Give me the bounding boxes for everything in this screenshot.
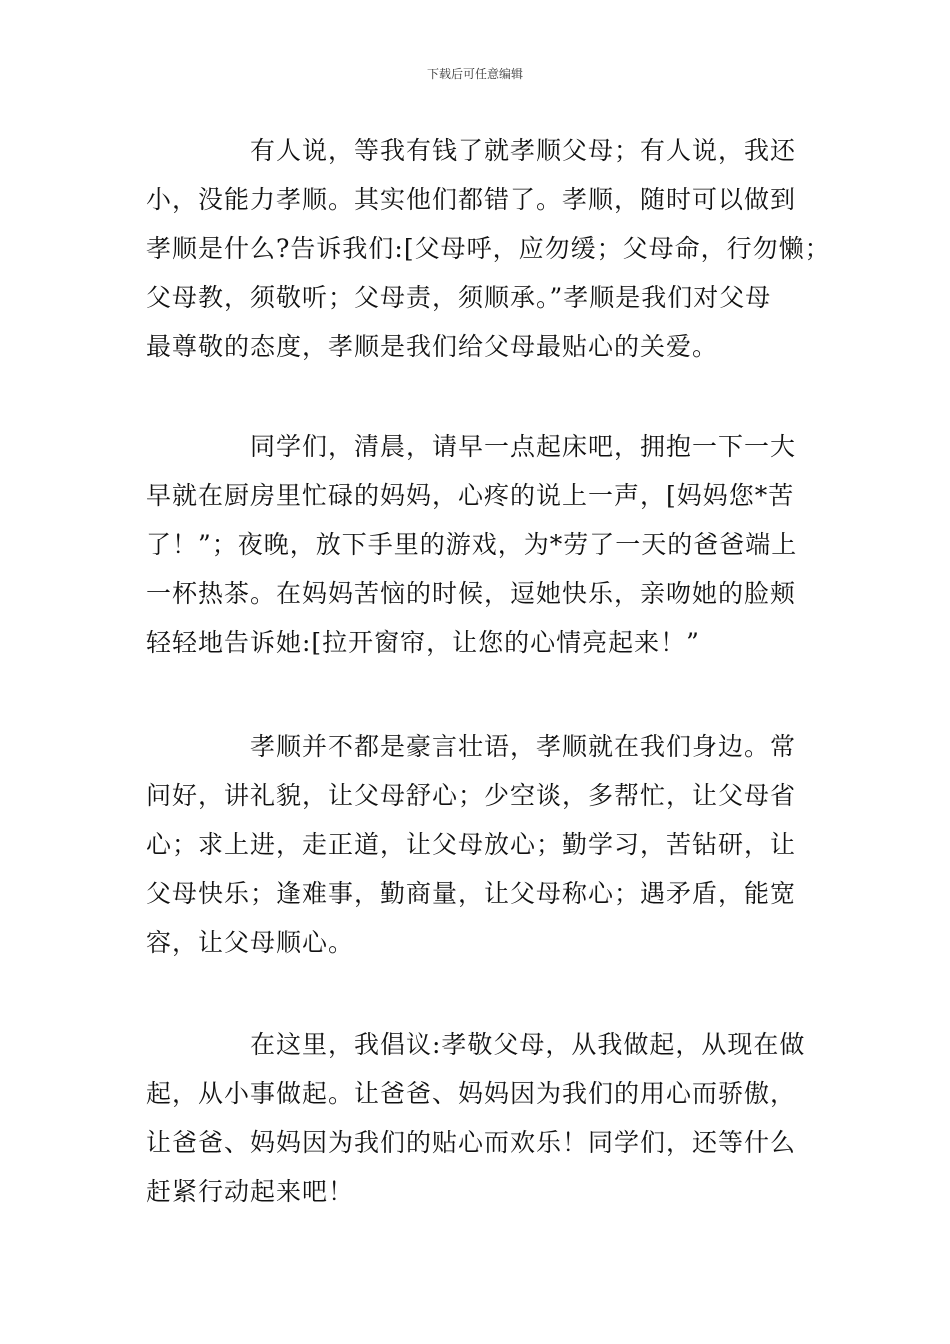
paragraph-line: 孝顺是什么?告诉我们:[父母呼，应勿缓；父母命，行勿懒； bbox=[146, 234, 831, 263]
paragraph-line: 赶紧行动起来吧！ bbox=[146, 1177, 355, 1206]
paragraph-line: 轻轻地告诉她:[拉开窗帘，让您的心情亮起来！” bbox=[146, 628, 700, 657]
paragraph-line: 父母教，须敬听；父母责，须顺承。”孝顺是我们对父母 bbox=[146, 283, 772, 312]
paragraph-line: 最尊敬的态度，孝顺是我们给父母最贴心的关爱。 bbox=[146, 332, 719, 361]
paragraph-line: 了！”；夜晚，放下手里的游戏，为*劳了一天的爸爸端上 bbox=[146, 530, 798, 559]
paragraph-line: 早就在厨房里忙碌的妈妈，心疼的说上一声，[妈妈您*苦 bbox=[146, 481, 795, 510]
paragraph-everyday-filial-piety bbox=[146, 722, 826, 967]
paragraph-line: 孝顺并不都是豪言壮语，孝顺就在我们身边。常 bbox=[250, 732, 797, 761]
paragraph-line: 让爸爸、妈妈因为我们的贴心而欢乐！同学们，还等什么 bbox=[146, 1128, 797, 1157]
page-header: 下载后可任意编辑 bbox=[426, 67, 523, 81]
paragraph-line: 容，让父母顺心。 bbox=[146, 928, 355, 957]
paragraph-daily-care bbox=[146, 422, 826, 667]
paragraph-call-to-action bbox=[146, 1020, 826, 1216]
paragraph-line: 心；求上进，走正道，让父母放心；勤学习，苦钻研，让 bbox=[146, 830, 797, 859]
paragraph-line: 在这里，我倡议:孝敬父母，从我做起，从现在做 bbox=[250, 1030, 806, 1059]
paragraph-line: 父母快乐；逢难事，勤商量，让父母称心；遇矛盾，能宽 bbox=[146, 879, 797, 908]
paragraph-line: 小，没能力孝顺。其实他们都错了。孝顺，随时可以做到 bbox=[146, 185, 797, 214]
paragraph-filial-piety-intro bbox=[146, 126, 831, 371]
paragraph-line: 起，从小事做起。让爸爸、妈妈因为我们的用心而骄傲， bbox=[146, 1079, 797, 1108]
paragraph-line: 有人说，等我有钱了就孝顺父母；有人说，我还 bbox=[250, 136, 797, 165]
paragraph-line: 问好，讲礼貌，让父母舒心；少空谈，多帮忙，让父母省 bbox=[146, 781, 797, 810]
paragraph-line: 同学们，清晨，请早一点起床吧，拥抱一下一大 bbox=[250, 432, 797, 461]
paragraph-line: 一杯热茶。在妈妈苦恼的时候，逗她快乐，亲吻她的脸颊 bbox=[146, 579, 797, 608]
